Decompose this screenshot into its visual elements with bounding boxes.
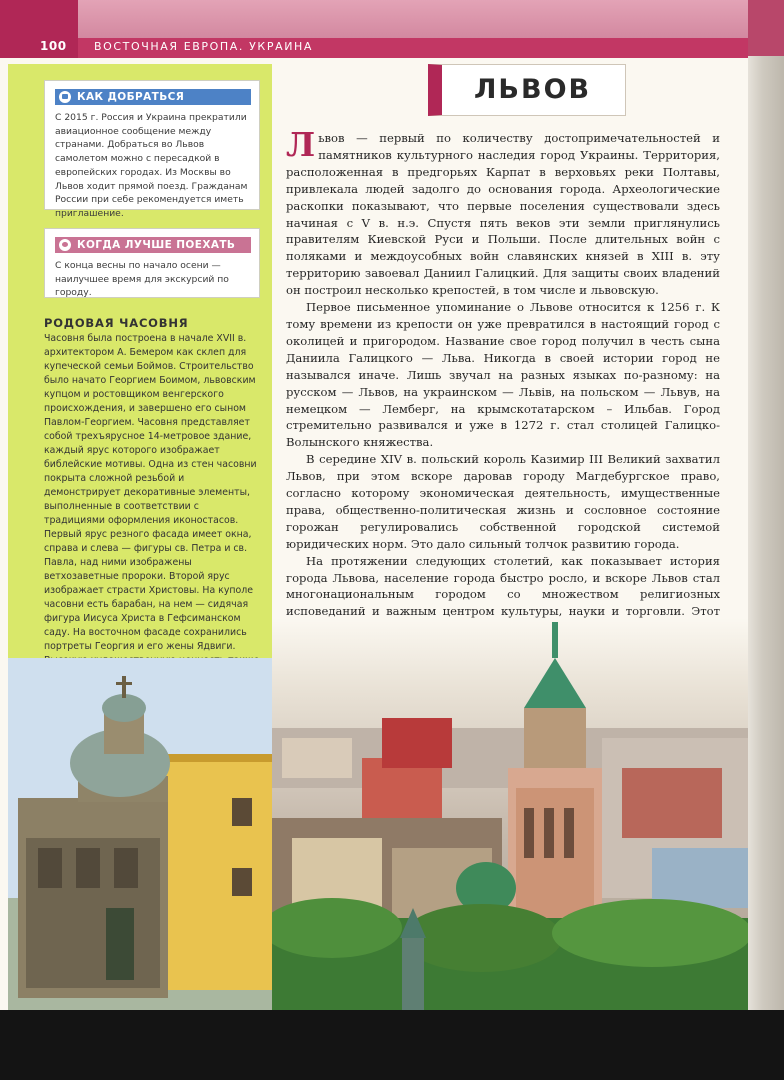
- best-time-text: С конца весны по начало осени — наилучшее время для экскурсий по городу.: [55, 260, 229, 299]
- page-number: 100: [40, 39, 67, 53]
- page-edge: [748, 20, 784, 1010]
- best-time-heading: [55, 237, 251, 253]
- paragraph: На протяжении следующих столетий, как показывает история города Львова, население города быстро росло, и вскоре Львов стал многонациональным городом со множеством религиозных исповеданий и важным центром культуры, науки и торговли. Этот: [286, 553, 720, 619]
- drop-cap: Л: [286, 125, 316, 164]
- city-panorama-photo: [272, 618, 748, 1010]
- paragraph: Первое письменное упоминание о Львове относится к 1256 г. К тому времени из крепости он уже превратился в настоящий город с околицей и пригородом. Название свое город получил в честь сына Даниила Галицкого — Льва. Никогда в своей истории город не назывался иначе. Лишь звучал на разных языках по-разному: на русском — Львов, на украинском — Львів, на польском — Львув, на немецком — Лемберг, на крымскотатарском – Ильбав. Город стремительно развивался и уже в 1272 г. стал столицей Галицко-Волынского княжества.: [286, 300, 720, 450]
- chapel-photo: [8, 658, 272, 1010]
- paragraph: В середине XIV в. польский король Казимир III Великий захватил Львов, при этом вскоре даровав городу Магдебургское право, согласно которому экономическая деятельность, имущественные права, общественно-политическая жизнь и сословное состояние горожан регулировались собственной городской системой юридических норм. Это дало сильный толчок развитию города.: [286, 452, 720, 551]
- page-title: ЛЬВОВ: [474, 74, 592, 105]
- chapel-title: РОДОВАЯ ЧАСОВНЯ: [44, 316, 189, 330]
- next-page-header-edge: [748, 0, 784, 56]
- train-icon: [59, 91, 71, 103]
- chapel-text: Часовня была построена в начале XVII в. архитектором А. Бемером как склеп для купеческой семьи Боймов. Строительство было начато Георгием Боимом, львовским купцом и ростовщиком венгерского происхождения, и завершено его сыном Павлом-Георгием. Часовня представляет собой трехъярусное 14-метровое здание, каждый ярус которого изображает библейские мотивы. Одна из стен часовни покрыта сложной резьбой и демонстрирует декоративные элементы, выполненные в соответствии с традициями оформления иконостасов. Первый ярус резного фасада имеет окна, справа и слева — фигуры св. Петра и св. Павла, над ними изображены ветхозаветные пророки. Второй ярус изображает страсти Христовы. На куполе часовни есть барабан, на нем — сидячая фигура Иисуса Христа в Гефсиманском саду. На восточном фасаде сохранились портреты Георгия и его жены Ядвиги.: [44, 333, 257, 652]
- globe-icon: [59, 239, 71, 251]
- paragraph: [286, 125, 720, 299]
- article-text: [286, 125, 720, 688]
- how-to-get-text: С 2015 г. Россия и Украина прекратили авиационное сообщение между странами. Добраться во Львов самолетом можно с пересадкой в европейских городах. Из Москвы во Львов ходит прямой поезд. Гражданам России при себе рекомендуется иметь приглашение.: [55, 112, 248, 219]
- section-title: ВОСТОЧНАЯ ЕВРОПА. УКРАИНА: [94, 40, 314, 53]
- how-to-get-heading: [55, 89, 251, 105]
- header-band: [0, 0, 760, 40]
- how-to-get-box: [44, 80, 260, 219]
- best-time-box: [44, 228, 260, 298]
- scan-background: [0, 1010, 784, 1080]
- best-time-title: КОГДА ЛУЧШЕ ПОЕХАТЬ: [77, 239, 236, 251]
- paragraph-text: ьвов — первый по количеству достопримечательностей и памятников культурного наследия город Украины. Территория, расположенная в предгорьях Карпат в верховьях реки Полтавы, привлекала людей задолго до основания города. Археологические раскопки показывают, что первые поселения существовали здесь начиная с V в. н.э. Спустя пять веков эти земли приглянулись правителям Киевской Руси и Польши. После длительных войн с поляками и междоусобных войн славянских князей в XIII в. эту территорию завоевал Даниил Галицкий. Для защиты своих владений он построил несколько крепостей, в том числе и львовскую.: [286, 131, 720, 298]
- how-to-get-title: КАК ДОБРАТЬСЯ: [77, 91, 185, 103]
